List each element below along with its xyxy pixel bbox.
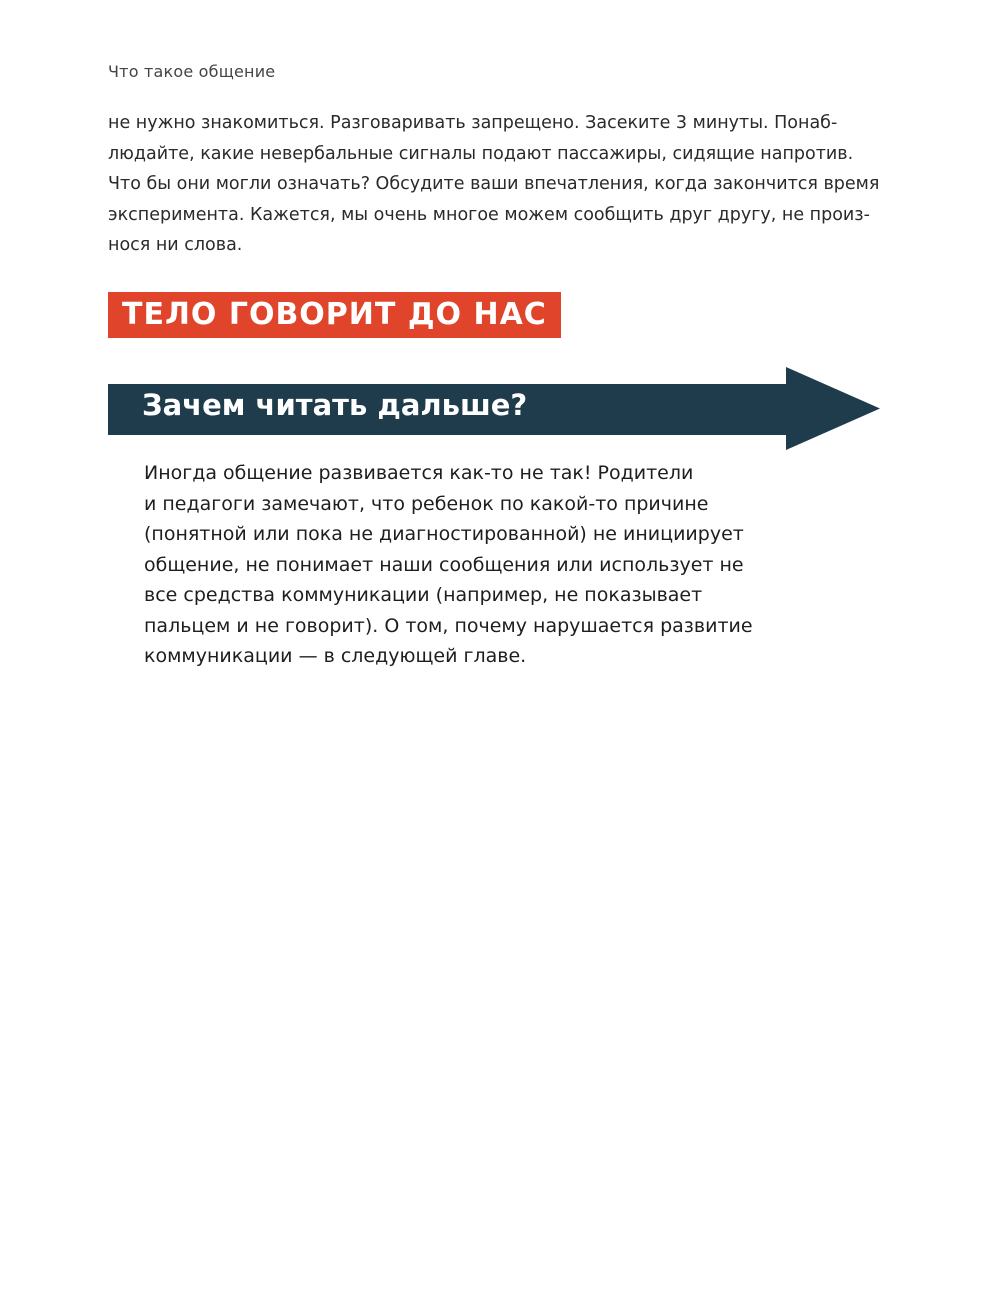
intro-line: нося ни слова.	[108, 235, 243, 255]
section-title-banner: ТЕЛО ГОВОРИТ ДО НАС	[108, 292, 561, 338]
why-read-arrow-banner	[108, 367, 880, 450]
why-read-line: общение, не понимает наши сообщения или использует не	[144, 553, 744, 576]
intro-paragraph	[108, 108, 886, 261]
intro-line: людайте, какие невербальные сигналы подают пассажиры, сидящие напротив.	[108, 143, 854, 164]
why-read-line: все средства коммуникации (например, не показывает	[144, 584, 703, 606]
why-read-line: (понятной или пока не диагностированной) не инициирует	[144, 523, 744, 545]
why-read-paragraph	[144, 458, 784, 672]
why-read-line: и педагоги замечают, что ребенок по какой-то причине	[144, 492, 709, 515]
intro-line: Что бы они могли означать? Обсудите ваши впечатления, когда закончится время	[108, 174, 880, 194]
why-read-title: Зачем читать дальше?	[142, 388, 528, 422]
why-read-line: коммуникации — в следующей главе.	[144, 645, 527, 667]
running-header: Что такое общение	[108, 62, 276, 81]
why-read-line: пальцем и не говорит). О том, почему нарушается развитие	[144, 614, 753, 637]
intro-line: эксперимента. Кажется, мы очень многое можем сообщить друг другу, не произ-	[108, 204, 870, 225]
why-read-line: Иногда общение развивается как-то не так! Родители	[144, 462, 694, 484]
intro-line: не нужно знакомиться. Разговаривать запрещено. Засеките 3 минуты. Понаб-	[108, 113, 838, 133]
